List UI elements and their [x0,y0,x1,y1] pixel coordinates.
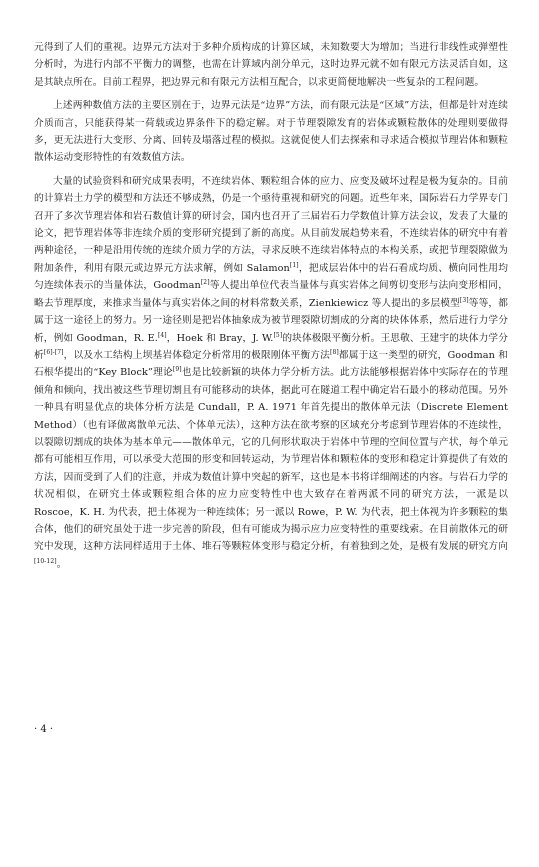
citation-ref: [9] [172,366,182,374]
citation-ref: [4] [157,331,167,339]
text-run: 也是比较新颖的块体力学分析方法。此方法能够根据岩体中实际存在的节理倾角和倾向，找出被这些节理切割且有可能移动的块体，据此可在隧道工程中确定岩石最小的移动范围。另外一种具有明显优点的块体分析方法是 Cundall，P. A. 1971 年首先提出的散体单元法（Discrete Element Method）（也有译做离散单元法、个体单元法），这种方法在欲考察的区域充分考虑到节理岩体的不连续性，以裂隙切割成的块体为基本单元——散体单元，它的几何形状取决于岩体中节理的空间位置与产状，每个单元都有可能相互作用，可以承受大范围的形变和回转运动，为节理岩体和颗粒体的变形和稳定计算提供了有效的方法，因而受到了人们的注意，并成为数值计算中突起的新军，这也是本书将详细阐述的内容。与岩石力学的状况相似，在研究土体或颗粒组合体的应力应变特性中也大致存在着两派不同的研究方法，一派是以 Roscoe，K. H. 为代表，把土体视为一种连续体；另一派以 Rowe，P. W. 为代表，把土体视为许多颗粒的集合体，他们的研究虽处于进一步完善的阶段，但有可能成为揭示应力应变特性的重要线索。在目前散体元的研究中发现，这种方法同样适用于土体、堆石等颗粒体变形与稳定分析，有着独到之处，是极有发展的研究方向 [34,367,508,553]
citation-ref: [2] [200,279,210,287]
citation-ref: [6]-[7] [43,348,64,356]
text-run: 等等，都属于这一途径上的努力。另一途径则是把岩体抽象成为被节理裂隙切割成的分离的块体体系，然后进行力学分析，例如 Goodman，R. E. [34,297,508,344]
text-run: 等人提出单位代表当量体与真实岩体之间剪切变形与法向变形相同，略去节理厚度，来推求当量体与真实岩体之间的材料常数关系，Zienkiewicz 等人提出的多层模型 [34,280,508,309]
paragraph-1 [34,39,508,91]
page-number: · 4 · [34,724,54,735]
text-run: 大量的试验资料和研究成果表明，不连续岩体、颗粒组合体的应力、应变及破坏过程是极为复杂的。目前的计算岩土力学的模型和方法还不够成熟，仍是一个亟待重视和研究的问题。近些年来，国际岩石力学界专门召开了多次节理岩体和岩石数值计算的研讨会，国内也召开了三届岩石力学数值计算方法会议，发表了大量的论文，把节理岩体等非连续介质的变形研究提到了新的高度。从目前发展趋势来看，不连续岩体的研究中有着两种途径，一种是沿用传统的连续介质力学的方法，寻求反映不连续岩体特点的本构关系，或把节理裂隙做为附加条件，利用有限元或边界元方法求解，例如 Salamon [34,175,508,274]
citation-ref: [10-12] [34,557,57,565]
citation-ref: [1] [289,261,299,269]
text-run: 。 [56,558,67,570]
text-run: 上述两种数值方法的主要区别在于，边界元法是“边界”方法，而有限元法是“区域”方法，但都是针对连续介质而言，只能获得某一荷载或边界条件下的稳定解。对于节理裂隙发育的岩体或颗粒散体的处理则要做得多，更无法进行大变形、分离、回转及塌落过程的模拟。这就促使人们去探索和寻求适合模拟节理岩体和颗粒散体运动变形特性的有效数值方法。 [34,100,508,164]
text-run: ，以及水工结构上坝基岩体稳定分析常用的极限刚体平衡方法 [63,349,331,361]
body-text [34,39,508,579]
text-run: 元得到了人们的重视。边界元方法对于多种介质构成的计算区域，未知数要大为增加；当进行非线性或弹塑性分析时，为进行内部不平衡力的调整，也需在计算域内剖分单元，这时边界元就不如有限元方法灵活自如，这是其缺点所在。目前工程界，把边界元和有限元方法相互配合，以求更简便地解决一些复杂的工程问题。 [34,42,508,88]
citation-ref: [5] [273,331,283,339]
text-run: ，Hoek 和 Bray，J. W. [166,332,274,344]
text-run: 都属于这一类型的研究，Goodman 和石根华提出的“Key Block”理论 [34,349,508,379]
text-run: 的块体极限平衡分析。王思敬、王建宇的块体力学分析 [34,332,508,361]
paragraph-2 [34,97,508,167]
text-run: ，把成层岩体中的岩石看成均质、横向同性用均匀连续体表示的当量体法，Goodman [34,262,508,292]
citation-ref: [8] [330,348,339,356]
paragraph-3 [34,173,508,573]
citation-ref: [3] [459,296,469,304]
